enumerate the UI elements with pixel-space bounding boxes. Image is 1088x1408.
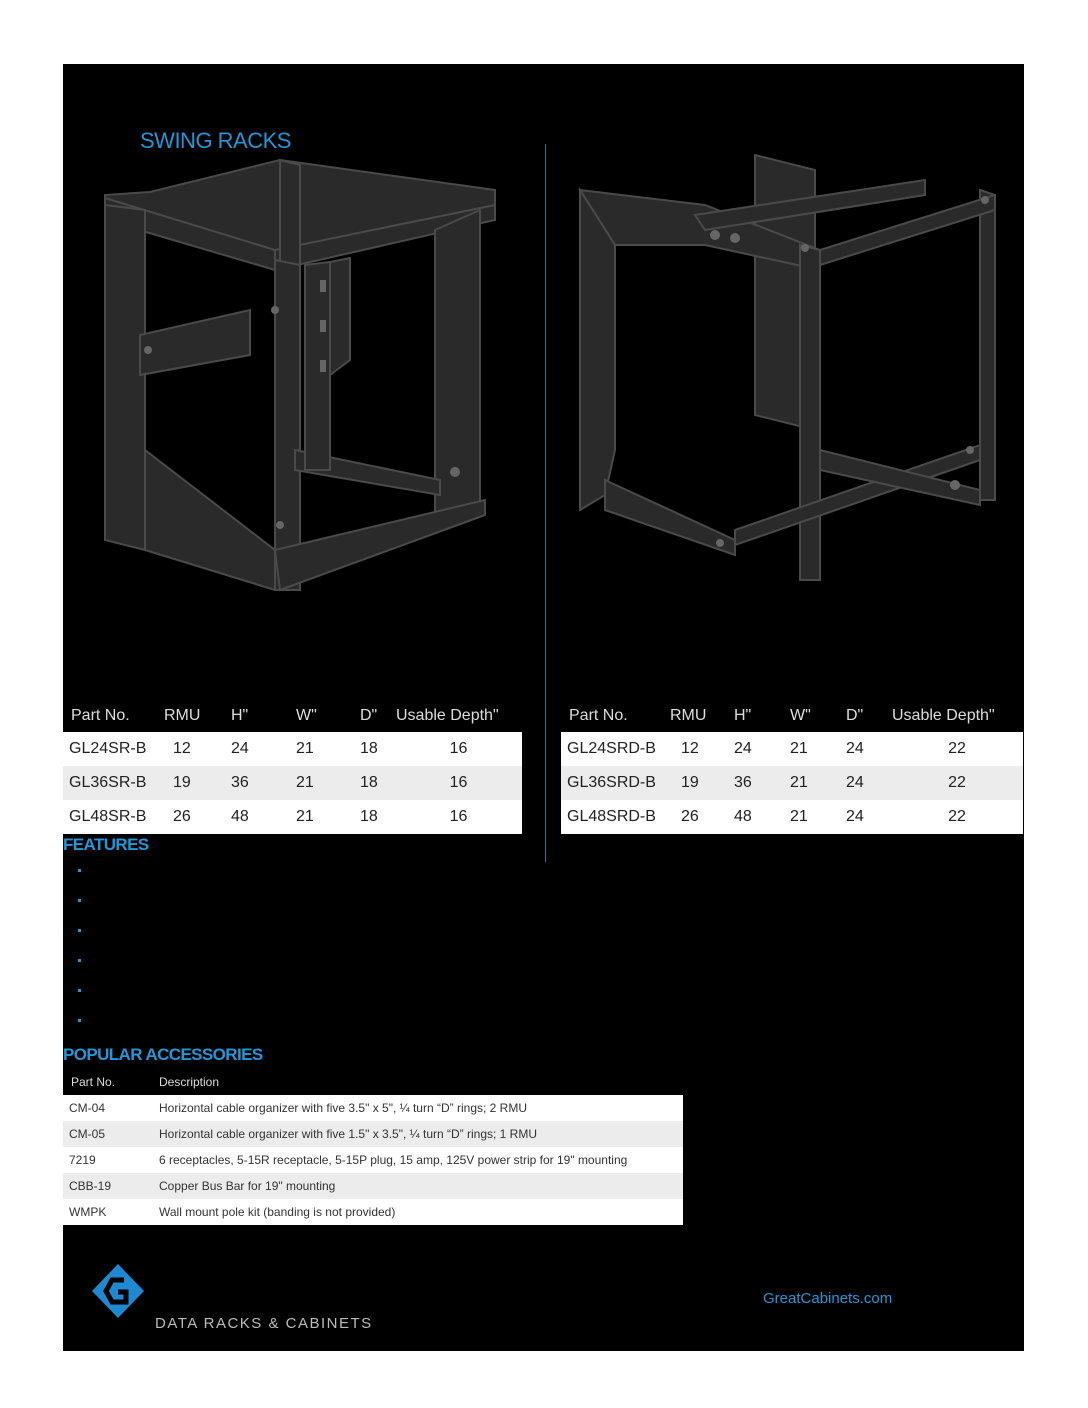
- description: Horizontal cable organizer with five 1.5" x 3.5", ¼ turn “D” rings; 1 RMU: [158, 1121, 683, 1147]
- table-row: [561, 766, 1023, 800]
- width-value: 21: [789, 800, 845, 834]
- part-number: GL24SRD-B: [561, 732, 669, 766]
- column-header: Part No.: [561, 700, 669, 732]
- part-number: CM-04: [63, 1095, 158, 1121]
- feature-bullet: [78, 869, 81, 872]
- height-value: 24: [733, 732, 789, 766]
- rmu-value: 12: [669, 732, 733, 766]
- part-number: CM-05: [63, 1121, 158, 1147]
- column-header: Part No.: [63, 1069, 158, 1095]
- feature-bullet: [78, 1019, 81, 1022]
- table-row: [561, 800, 1023, 834]
- column-header: W": [295, 700, 359, 732]
- height-value: 36: [230, 766, 295, 800]
- rmu-value: 26: [163, 800, 230, 834]
- column-header: RMU: [669, 700, 733, 732]
- logo-icon: [90, 1262, 146, 1320]
- column-header: D": [845, 700, 891, 732]
- column-header: H": [733, 700, 789, 732]
- column-divider: [545, 144, 546, 862]
- depth-value: 18: [359, 800, 395, 834]
- table-header-row: [63, 700, 522, 732]
- accessories-heading: POPULAR ACCESSORIES: [63, 1045, 263, 1064]
- swing-rack-image-right: [575, 150, 1010, 595]
- description: Copper Bus Bar for 19" mounting: [158, 1173, 683, 1199]
- feature-bullet: [78, 989, 81, 992]
- depth-value: 24: [845, 766, 891, 800]
- width-value: 21: [295, 800, 359, 834]
- table-row: [63, 1095, 683, 1121]
- rmu-value: 12: [163, 732, 230, 766]
- column-header: RMU: [163, 700, 230, 732]
- column-header: D": [359, 700, 395, 732]
- width-value: 21: [295, 766, 359, 800]
- feature-bullet: [78, 899, 81, 902]
- table-row: [63, 766, 522, 800]
- part-number: GL48SRD-B: [561, 800, 669, 834]
- usable-depth-value: 16: [395, 766, 522, 800]
- width-value: 21: [789, 732, 845, 766]
- width-value: 21: [295, 732, 359, 766]
- website-link[interactable]: GreatCabinets.com: [763, 1290, 893, 1307]
- column-header: W": [789, 700, 845, 732]
- height-value: 48: [230, 800, 295, 834]
- usable-depth-value: 16: [395, 732, 522, 766]
- description: 6 receptacles, 5-15R receptacle, 5-15P plug, 15 amp, 125V power strip for 19" mounting: [158, 1147, 683, 1173]
- table-row: [63, 1147, 683, 1173]
- depth-value: 18: [359, 732, 395, 766]
- table-row: [63, 732, 522, 766]
- part-number: WMPK: [63, 1199, 158, 1225]
- height-value: 36: [733, 766, 789, 800]
- accessories-table: [63, 1069, 683, 1225]
- spec-table-left: [63, 700, 522, 834]
- rmu-value: 19: [669, 766, 733, 800]
- table-row: [63, 1121, 683, 1147]
- usable-depth-value: 22: [891, 800, 1023, 834]
- depth-value: 24: [845, 732, 891, 766]
- column-header: Usable Depth": [395, 700, 522, 732]
- feature-bullet: [78, 929, 81, 932]
- height-value: 24: [230, 732, 295, 766]
- table-row: [63, 1199, 683, 1225]
- table-row: [561, 732, 1023, 766]
- page-title: SWING RACKS: [140, 128, 291, 153]
- rmu-value: 26: [669, 800, 733, 834]
- usable-depth-value: 22: [891, 732, 1023, 766]
- spec-table-right: [561, 700, 1023, 834]
- column-header: Usable Depth": [891, 700, 1023, 732]
- rmu-value: 19: [163, 766, 230, 800]
- column-header: Description: [158, 1069, 683, 1095]
- feature-bullet: [78, 959, 81, 962]
- depth-value: 18: [359, 766, 395, 800]
- height-value: 48: [733, 800, 789, 834]
- table-header-row: [561, 700, 1023, 732]
- column-header: Part No.: [63, 700, 163, 732]
- depth-value: 24: [845, 800, 891, 834]
- part-number: 7219: [63, 1147, 158, 1173]
- description: Horizontal cable organizer with five 3.5" x 5", ¼ turn “D” rings; 2 RMU: [158, 1095, 683, 1121]
- part-number: GL24SR-B: [63, 732, 163, 766]
- width-value: 21: [789, 766, 845, 800]
- part-number: GL36SRD-B: [561, 766, 669, 800]
- part-number: GL36SR-B: [63, 766, 163, 800]
- table-row: [63, 1173, 683, 1199]
- part-number: GL48SR-B: [63, 800, 163, 834]
- table-row: [63, 800, 522, 834]
- part-number: CBB-19: [63, 1173, 158, 1199]
- features-heading: FEATURES: [63, 835, 149, 854]
- column-header: H": [230, 700, 295, 732]
- table-header-row: [63, 1069, 683, 1095]
- swing-rack-image-left: [100, 150, 510, 600]
- brand-name: DATA RACKS & CABINETS: [155, 1315, 373, 1332]
- description: Wall mount pole kit (banding is not provided): [158, 1199, 683, 1225]
- usable-depth-value: 22: [891, 766, 1023, 800]
- usable-depth-value: 16: [395, 800, 522, 834]
